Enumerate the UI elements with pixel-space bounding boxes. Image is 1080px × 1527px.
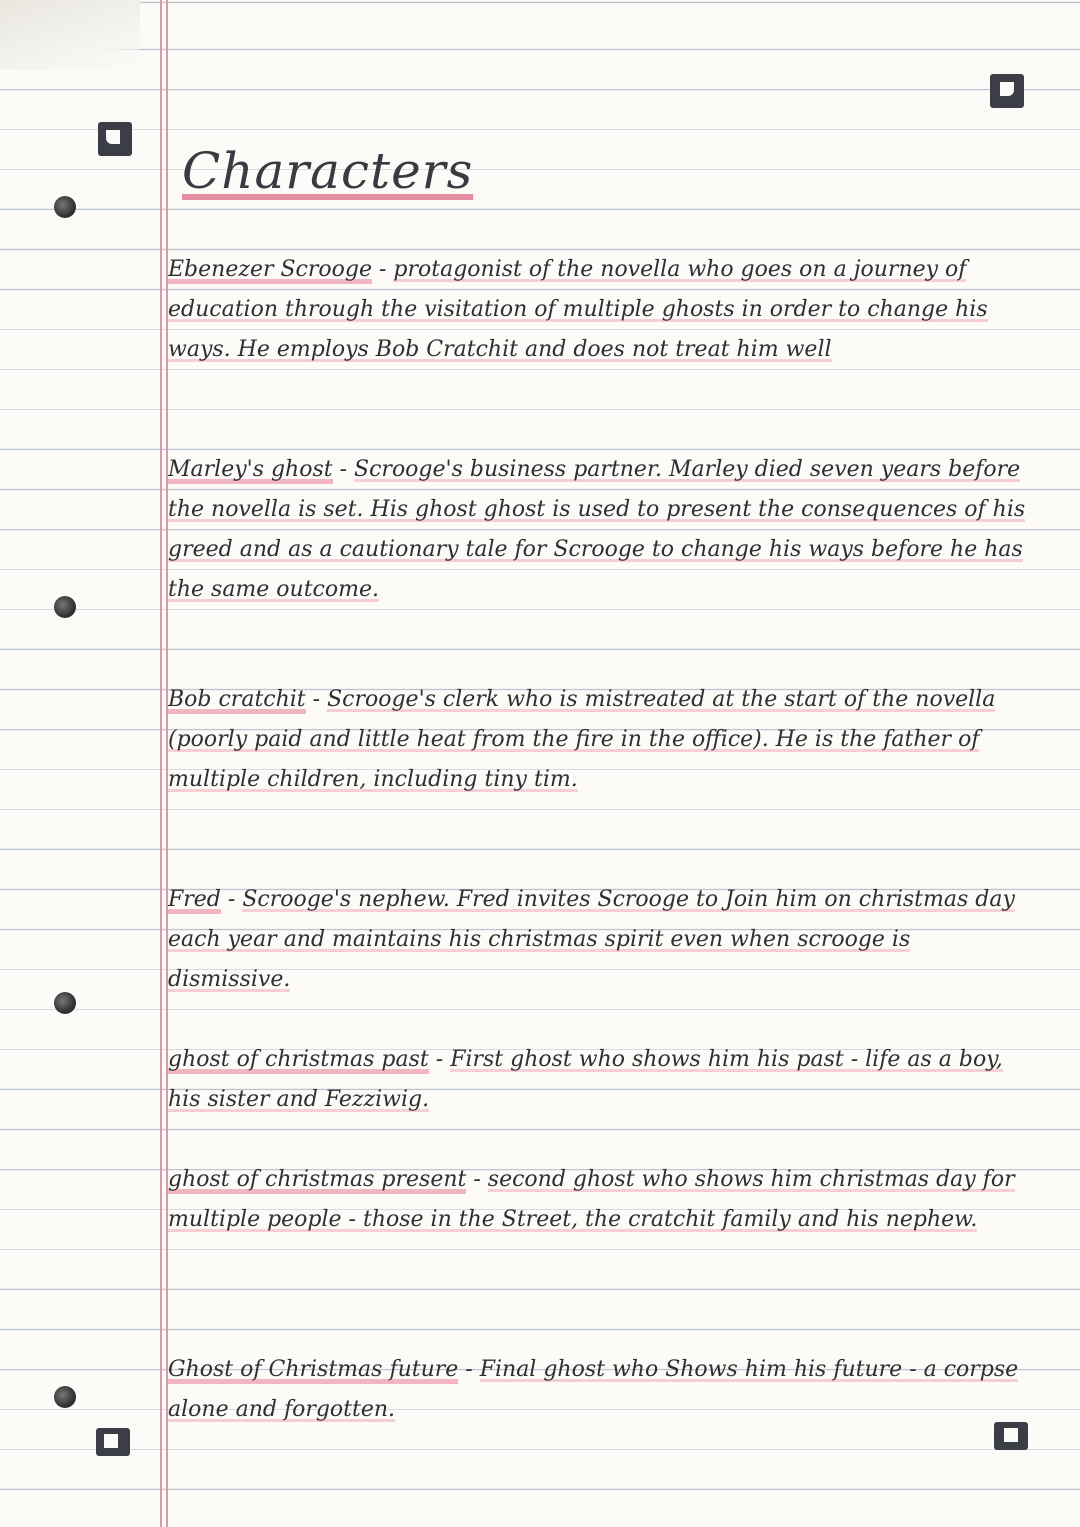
character-description: Scrooge's nephew. Fred invites Scrooge to Join him on christmas day each year and maintains his christmas spirit even when scrooge is dismissive.: [168, 887, 1015, 992]
punch-hole-icon: [54, 596, 76, 618]
character-entry-scrooge: Ebenezer Scrooge - protagonist of the novella who goes on a journey of education through the visitation of multiple ghosts in order to change his ways. He employs Bob Cratchit and does not treat him well: [168, 257, 988, 362]
punch-hole-icon: [54, 992, 76, 1014]
corner-marker-icon: [990, 74, 1024, 108]
character-name: Ghost of Christmas future: [168, 1357, 459, 1382]
corner-marker-icon: [98, 122, 132, 156]
character-description: protagonist of the novella who goes on a journey of education through the visitation of multiple ghosts in order to change his ways. He employs Bob Cratchit and does not treat him well: [168, 257, 988, 362]
character-name: Bob cratchit: [168, 687, 306, 712]
torn-paper-scrap: [0, 0, 140, 70]
character-entry-ghost-past: ghost of christmas past - First ghost who shows him his past - life as a boy, his sister and Fezziwig.: [168, 1047, 1003, 1112]
character-description: First ghost who shows him his past - life as a boy, his sister and Fezziwig.: [168, 1047, 1003, 1112]
punch-hole-icon: [54, 1386, 76, 1408]
character-entry-marley: Marley's ghost - Scrooge's business partner. Marley died seven years before the novella is set. His ghost ghost is used to present the consequences of his greed and as a cautionary tale for Scrooge to change his ways before he has the same outcome.: [168, 457, 1026, 602]
character-entry-cratchit: Bob cratchit - Scrooge's clerk who is mistreated at the start of the novella (poorly paid and little heat from the fire in the office). He is the father of multiple children, including tiny tim.: [168, 687, 996, 792]
character-name: ghost of christmas present: [168, 1167, 467, 1192]
character-name: Fred: [168, 887, 221, 912]
character-description: Final ghost who Shows him his future - a corpse alone and forgotten.: [168, 1357, 1019, 1422]
character-name: ghost of christmas past: [168, 1047, 429, 1072]
character-name: Ebenezer Scrooge: [168, 257, 372, 282]
margin-line: [160, 0, 162, 1527]
character-entry-ghost-future: Ghost of Christmas future - Final ghost who Shows him his future - a corpse alone and forgotten.: [168, 1357, 1019, 1422]
character-description: Scrooge's business partner. Marley died seven years before the novella is set. His ghost ghost is used to present the consequences of his greed and as a cautionary tale for Scrooge to change his ways before he has the same outcome.: [168, 457, 1026, 602]
character-description: Scrooge's clerk who is mistreated at the start of the novella (poorly paid and little heat from the fire in the office). He is the father of multiple children, including tiny tim.: [168, 687, 996, 792]
character-name: Marley's ghost: [168, 457, 333, 482]
character-entry-fred: Fred - Scrooge's nephew. Fred invites Scrooge to Join him on christmas day each year and maintains his christmas spirit even when scrooge is dismissive.: [168, 887, 1015, 992]
character-entry-ghost-present: ghost of christmas present - second ghost who shows him christmas day for multiple people - those in the Street, the cratchit family and his nephew.: [168, 1167, 1015, 1232]
corner-marker-icon: [96, 1428, 130, 1456]
punch-hole-icon: [54, 196, 76, 218]
page-title: Characters: [182, 142, 474, 200]
character-description: second ghost who shows him christmas day for multiple people - those in the Street, the cratchit family and his nephew.: [168, 1167, 1015, 1232]
